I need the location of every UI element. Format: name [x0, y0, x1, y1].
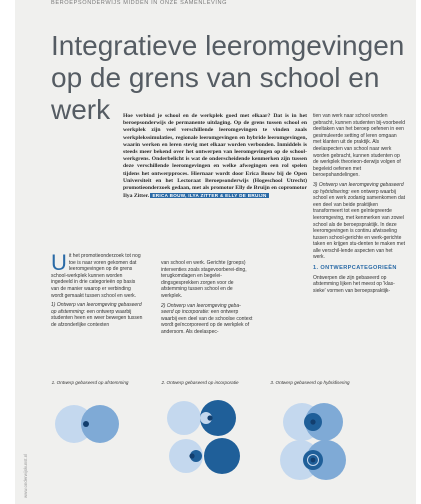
- magazine-page: [15, 0, 416, 504]
- hybrid-label: 3) Ontwerp van leeromgeving gebaseerd op hybridisering:: [313, 181, 404, 195]
- right-col-paragraph-1: tien van werk naar school worden gebracht, kunnen studenten bij-voorbeeld deeltaken van het beroep oefenen in een gesimuleerde setting of leren omgaan met klanten uit de praktijk. Als deelaspecten van school naar werk worden gebracht, kunnen studenten op de werkplek theorieon-derwijs volgen of begeleid oefenen met beroepshandelingen.: [313, 113, 406, 179]
- figure-3-caption: 3. Ontwerp gebaseerd op hybridisering: [270, 380, 350, 385]
- afstemming-text: een ontwerp waarbij studenten heen en weer bewegen tussen de afzonderlijke contexten: [51, 308, 143, 328]
- hybrid-text: een ontwerp waarbij school en werk zodanig samenkomen dat een deel van beide praktijken transformeert tot een geïntegreerde leeromgeving, met kenmerken van zowel school als de beroepspraktijk. In deze leeromgevingen is continu afwisseling tussen school-gerichte en werk-gerichte taken en krijgen stu-denten te maken met alle verschil-lende aspecten van het werk.: [313, 188, 405, 261]
- incorporatie-text: een ontwerp waarbij een deel van de schoolse context wordt geïncorporeerd op de werkplek of andersom. Als deelaspec-: [161, 309, 253, 335]
- author-byline: ERICA BOUW, ILYA ZITTER & ELLY DE BRUIJN: [152, 193, 267, 199]
- student-dot-bottom: [311, 458, 316, 463]
- work-circle-bottom-right: [204, 438, 240, 474]
- drop-cap: U: [51, 250, 67, 275]
- incorporatie-label: 2) Ontwerp van leeromgeving geba-seerd op incorporatie:: [161, 302, 241, 316]
- student-dot-top: [207, 415, 212, 420]
- article-title: [51, 30, 411, 126]
- right-col-paragraph-3: Ontwerpen die zijn gebaseerd op afstemming lijken het meest op 'klas-sieke' vormen van beroepspraktijk-: [313, 274, 395, 294]
- col2-paragraph-2: [161, 303, 253, 336]
- student-dot-top: [310, 419, 315, 424]
- title-line-2: op de grens van school en werk: [51, 62, 380, 125]
- afstemming-label: 1) Ontwerp van leeromgeving gebaseerd op afstemming:: [51, 302, 142, 315]
- body-column-1: [51, 250, 143, 332]
- body-column-2: [161, 260, 253, 339]
- col1-paragraph-1: [51, 250, 143, 299]
- student-dot-bottom: [189, 453, 194, 458]
- figure-1-afstemming-diagram: [50, 396, 130, 456]
- running-head: BEROEPSONDERWIJS MIDDEN IN ONZE SAMENLEVING: [51, 0, 228, 6]
- intro-paragraph: [123, 113, 307, 200]
- figure-2-incorporatie-diagram: [160, 396, 260, 476]
- col2-paragraph-1: van school en werk. Gerichte (groeps) interventies zoals stagevoorberei-ding, terugkomdagen en begelei-dingsgesprekken zorgen voor de afstemming tussen school en de werkplek.: [161, 260, 247, 299]
- figure-3-hybridisering-diagram: [270, 396, 360, 492]
- student-dot: [83, 421, 89, 427]
- figure-1-caption: 1. Ontwerp gebaseerd op afstemming: [51, 380, 129, 385]
- intro-text: Hoe verbind je school en de werkplek goed met elkaar? Dat is in het beroepsonderwijs de permanente uitdaging. Op de grens tussen school en werkplek zijn veel verschillende leeromgevingen te vinden zoals werkplekssimulaties, regionale leeromgevingen en hybride leeromgevingen, waarin werken en leren stevig met elkaar worden verbonden. Inmiddels is steeds meer bekend over het ontwerpen van leeromgevingen op de school-werkgrens. Onderbelicht is wat de onderscheidende kenmerken zijn tussen deze verschillende leeromgevingen en welke afwegingen een rol spelen tijdens het ontwerpproces. Hiernaar wordt door Erica Bouw bij de Open Universiteit en het Lectoraat Beroepsonderwijs (Hogeschool Utrecht) promotieonderzoek gedaan, met als promotor Elly de Bruijn en copromotor Ilya Zitter.: [123, 113, 307, 200]
- right-column: [313, 113, 405, 297]
- title-line-1: Integratieve leeromgevingen: [51, 30, 405, 61]
- section-heading: 1. ONTWERPCATEGORIEËN: [313, 265, 397, 272]
- side-credit: www.onderwijskunst.nl: [23, 453, 28, 498]
- figure-2-caption: 2. Ontwerp gebaseerd op incorporatie: [161, 380, 239, 385]
- col1-paragraph-1-text: it het promotieonderzoek tot nog toe is naar voren gekomen dat leeromgevingen op de grens school-werkplek kunnen worden ingedeeld in drie categorieën op basis van de manier waarop er verbinding wordt gemaakt tussen school en werk.: [51, 253, 141, 299]
- right-col-paragraph-2: [313, 182, 405, 261]
- school-circle-top-left: [167, 401, 201, 435]
- col1-paragraph-2: [51, 302, 143, 328]
